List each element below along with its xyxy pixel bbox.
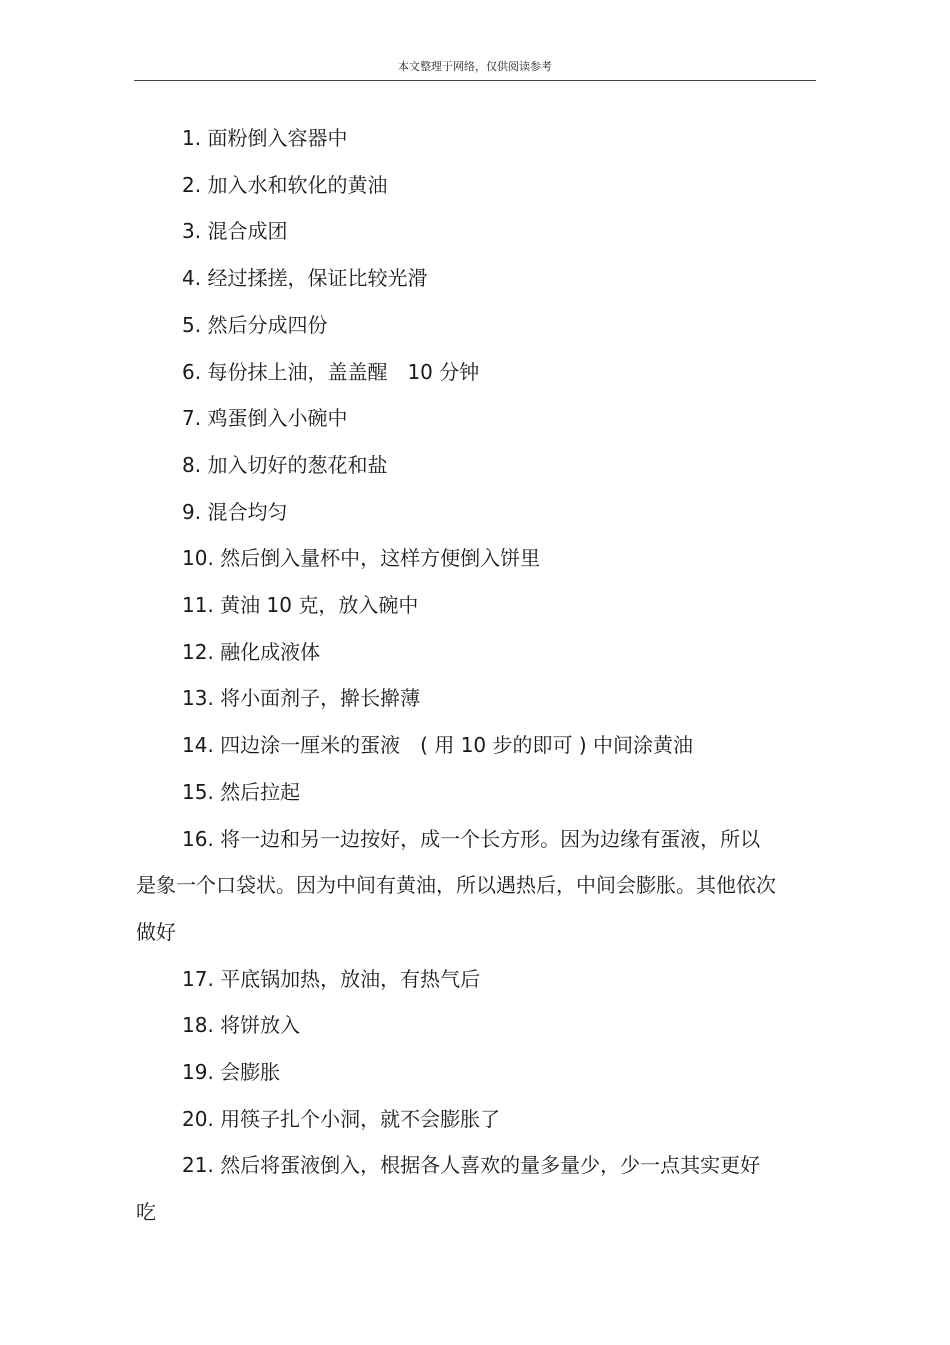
step-text: 将饼放入 (220, 1013, 301, 1038)
step-text: 经过揉搓，保证比较光滑 (207, 266, 428, 291)
step-number: 1. (182, 126, 202, 150)
recipe-step (136, 442, 776, 489)
recipe-step (136, 349, 776, 396)
recipe-step (136, 162, 776, 209)
recipe-step (136, 208, 776, 255)
recipe-step (136, 722, 776, 769)
step-text: 会膨胀 (220, 1060, 281, 1085)
step-text: 融化成液体 (220, 639, 321, 664)
step-text: 鸡蛋倒入小碗中 (207, 406, 348, 431)
recipe-step (136, 1002, 776, 1049)
recipe-step (136, 629, 776, 676)
recipe-step (136, 1049, 776, 1096)
step-text: 面粉倒入容器中 (207, 126, 348, 150)
step-number: 16. (182, 826, 214, 851)
step-number: 17. (182, 966, 214, 991)
step-number: 5. (182, 312, 202, 337)
step-number: 21. (182, 1153, 214, 1178)
step-text: 将小面剂子，擀长擀薄 (220, 686, 421, 711)
recipe-step (136, 115, 776, 162)
step-text: 加入切好的葱花和盐 (207, 452, 388, 477)
recipe-step (136, 1096, 776, 1143)
step-number: 6. (182, 359, 202, 384)
recipe-step (136, 489, 776, 536)
step-number: 7. (182, 406, 202, 431)
recipe-step (136, 582, 776, 629)
recipe-step (136, 395, 776, 442)
recipe-step (136, 769, 776, 816)
step-text: 每份抹上油，盖盖醒 10 分钟 (207, 359, 480, 384)
step-text: 然后将蛋液倒入，根据各人喜欢的量多量少，少一点其实更好吃 (136, 1153, 761, 1225)
recipe-step (136, 675, 776, 722)
step-number: 14. (182, 733, 214, 758)
step-number: 18. (182, 1013, 214, 1038)
recipe-step (136, 1142, 776, 1235)
recipe-step (136, 302, 776, 349)
step-number: 15. (182, 779, 214, 804)
step-number: 13. (182, 686, 214, 711)
step-number: 3. (182, 219, 202, 244)
step-text: 将一边和另一边按好，成一个长方形。因为边缘有蛋液，所以是象一个口袋状。因为中间有黄油，所以遇热后，中间会膨胀。其他依次做好 (136, 826, 776, 944)
step-number: 11. (182, 593, 214, 618)
step-text: 混合均匀 (207, 499, 288, 524)
step-text: 四边涂一厘米的蛋液 ( 用 10 步的即可 ) 中间涂黄油 (220, 733, 694, 758)
recipe-step (136, 956, 776, 1003)
recipe-step (136, 816, 776, 956)
step-text: 黄油 10 克，放入碗中 (220, 593, 419, 618)
step-number: 2. (182, 172, 202, 197)
header-divider (134, 80, 816, 81)
recipe-steps-list (136, 115, 776, 1236)
step-text: 然后分成四份 (207, 312, 328, 337)
step-text: 然后倒入量杯中，这样方便倒入饼里 (220, 546, 541, 571)
step-text: 混合成团 (207, 219, 288, 244)
step-number: 4. (182, 266, 202, 291)
step-text: 然后拉起 (220, 779, 301, 804)
recipe-step (136, 255, 776, 302)
step-text: 加入水和软化的黄油 (207, 172, 388, 197)
step-number: 12. (182, 639, 214, 664)
step-text: 平底锅加热，放油，有热气后 (220, 966, 481, 991)
recipe-step (136, 535, 776, 582)
step-number: 10. (182, 546, 214, 571)
step-number: 9. (182, 499, 202, 524)
step-number: 20. (182, 1106, 214, 1131)
step-number: 19. (182, 1060, 214, 1085)
page-header: 本文整理于网络，仅供阅读参考 (398, 60, 552, 73)
step-number: 8. (182, 452, 202, 477)
step-text: 用筷子扎个小洞，就不会膨胀了 (220, 1106, 501, 1131)
